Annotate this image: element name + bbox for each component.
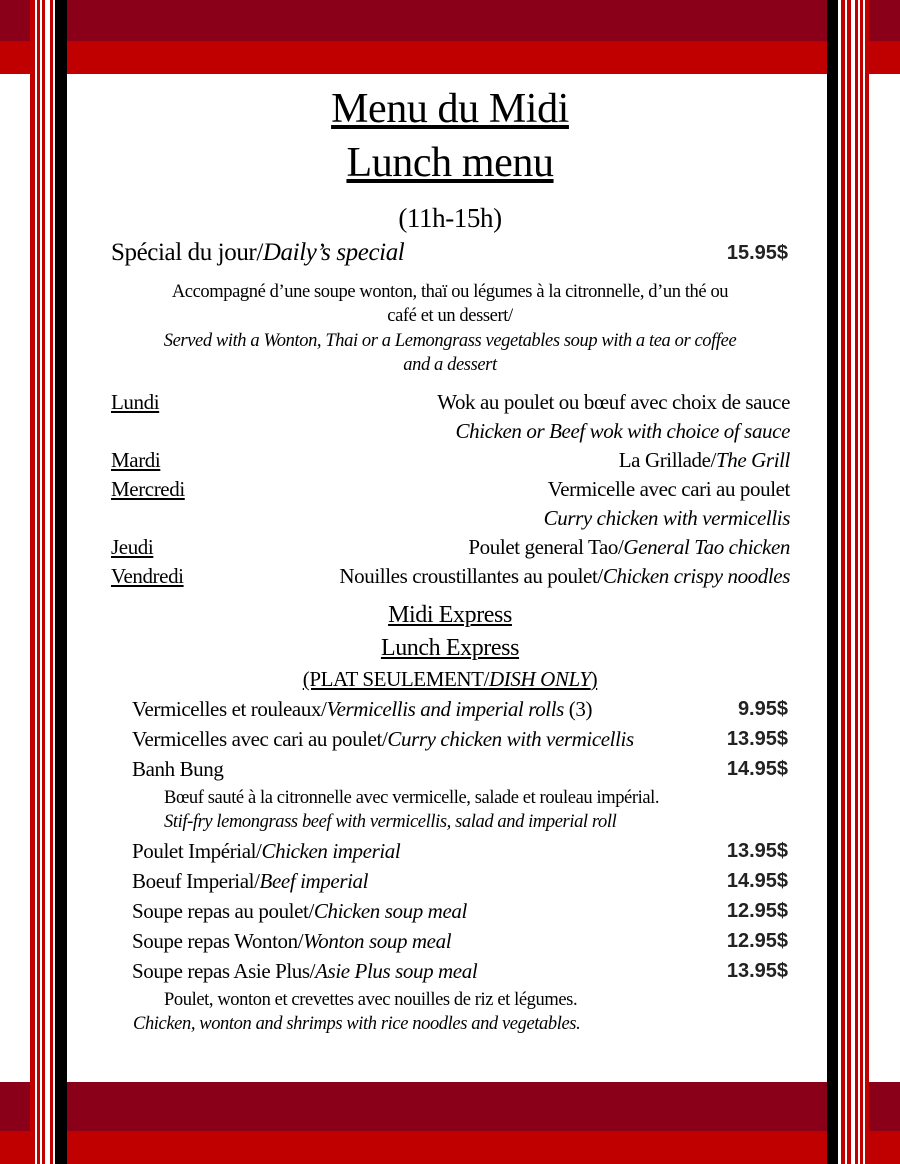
special-desc-en-2 xyxy=(100,352,800,378)
item-en: Asie Plus soup meal xyxy=(315,959,478,983)
express-title-en: Lunch Express xyxy=(380,635,520,661)
day-mercredi: Mercredi xyxy=(111,477,185,501)
lundi-dish-fr: Wok au poulet ou bœuf avec choix de sauce xyxy=(437,390,790,414)
express-note-fr: (PLAT SEULEMENT/ xyxy=(302,667,490,691)
item-price: 13.95$ xyxy=(726,840,788,862)
vendredi-fr: Nouilles croustillantes au poulet/ xyxy=(339,564,603,588)
right-border-stripes xyxy=(827,0,869,1164)
item-en: Curry chicken with vermicellis xyxy=(387,727,634,751)
item-en: Wonton soup meal xyxy=(303,929,452,953)
mercredi-en: Curry chicken with vermicellis xyxy=(543,506,790,530)
item-fr: Soupe repas au poulet/ xyxy=(132,899,314,923)
day-vendredi: Vendredi xyxy=(111,564,184,588)
mardi-en: The Grill xyxy=(716,448,790,472)
day-mardi: Mardi xyxy=(111,448,161,472)
item-desc-en xyxy=(164,809,616,835)
item-price: 12.95$ xyxy=(726,900,788,922)
item-price: 9.95$ xyxy=(737,698,788,720)
express-item xyxy=(132,868,368,894)
item-desc-en-text: Stif-fry lemongrass beef with vermicellis, salad and imperial roll xyxy=(164,812,617,832)
item-en: Chicken soup meal xyxy=(313,899,467,923)
express-note-en: DISH ONLY xyxy=(489,667,591,691)
mercredi-dish-fr: Vermicelle avec cari au poulet xyxy=(547,477,790,501)
title-fr: Menu du Midi xyxy=(331,86,569,132)
special-en: Daily’s special xyxy=(262,239,405,266)
item-price: 12.95$ xyxy=(726,930,788,952)
special-desc-fr-2: café et un dessert/ xyxy=(387,306,513,326)
express-title-fr: Midi Express xyxy=(388,602,512,628)
item-price: 14.95$ xyxy=(726,870,788,892)
item-fr: Vermicelles et rouleaux/ xyxy=(132,697,327,721)
lundi-dish-en xyxy=(456,418,790,444)
express-item xyxy=(132,928,451,954)
vendredi-en: Chicken crispy noodles xyxy=(602,564,790,588)
top-band-dark xyxy=(0,0,900,41)
item-price: 14.95$ xyxy=(726,758,788,780)
special-desc-fr-1: Accompagné d’une soupe wonton, thaï ou légumes à la citronnelle, d’un thé ou xyxy=(171,282,729,302)
express-note: (PLAT SEULEMENT/DISH ONLY) xyxy=(302,667,598,691)
item-price: 13.95$ xyxy=(726,728,788,750)
item-fr: Soupe repas Asie Plus/ xyxy=(132,959,316,983)
special-desc-en-1 xyxy=(100,328,800,354)
mercredi-dish-en xyxy=(544,505,790,531)
special-desc-en-1-text: Served with a Wonton, Thai or a Lemongrass vegetables soup with a tea or coffee xyxy=(163,331,737,351)
item-desc-en-text: Chicken, wonton and shrimps with rice noodles and vegetables. xyxy=(133,1014,581,1034)
lundi-dish-en-text: Chicken or Beef wok with choice of sauce xyxy=(455,419,790,443)
vendredi-dish xyxy=(339,563,790,589)
item-en: Chicken imperial xyxy=(261,839,401,863)
day-lundi: Lundi xyxy=(111,390,160,414)
express-item xyxy=(132,838,400,864)
item-desc-fr: Bœuf sauté à la citronnelle avec vermicelle, salade et rouleau impérial. xyxy=(164,788,660,808)
left-border-stripes xyxy=(30,0,67,1164)
jeudi-dish xyxy=(468,534,790,560)
jeudi-en: General Tao chicken xyxy=(623,535,790,559)
item-fr: Boeuf Imperial/ xyxy=(132,869,260,893)
item-en: Vermicellis and imperial rolls xyxy=(326,697,564,721)
item-desc-en xyxy=(133,1011,580,1037)
hours: (11h-15h) xyxy=(398,203,502,233)
item-desc-fr: Poulet, wonton et crevettes avec nouilles de riz et légumes. xyxy=(164,990,578,1010)
mardi-dish xyxy=(619,447,790,473)
item-extra: (3) xyxy=(563,697,593,721)
item-price: 13.95$ xyxy=(726,960,788,982)
express-item xyxy=(132,958,477,984)
title-en: Lunch menu xyxy=(346,140,554,186)
day-jeudi: Jeudi xyxy=(111,535,154,559)
bottom-band-red xyxy=(0,1131,900,1164)
express-item xyxy=(132,756,224,782)
jeudi-fr: Poulet general Tao/ xyxy=(468,535,624,559)
item-fr: Soupe repas Wonton/ xyxy=(132,929,304,953)
mardi-fr: La Grillade/ xyxy=(618,448,716,472)
express-item xyxy=(132,726,634,752)
express-item xyxy=(132,696,592,722)
item-en: Beef imperial xyxy=(259,869,369,893)
special-desc-en-2-text: and a dessert xyxy=(403,355,497,375)
special-title xyxy=(111,238,404,268)
special-price: 15.95$ xyxy=(726,242,788,264)
item-fr: Poulet Impérial/ xyxy=(132,839,262,863)
item-fr: Banh Bung xyxy=(132,757,224,781)
item-fr: Vermicelles avec cari au poulet/ xyxy=(132,727,388,751)
bottom-band-dark xyxy=(0,1082,900,1131)
top-band-red xyxy=(0,41,900,74)
special-fr: Spécial du jour/ xyxy=(111,239,263,266)
express-item xyxy=(132,898,467,924)
